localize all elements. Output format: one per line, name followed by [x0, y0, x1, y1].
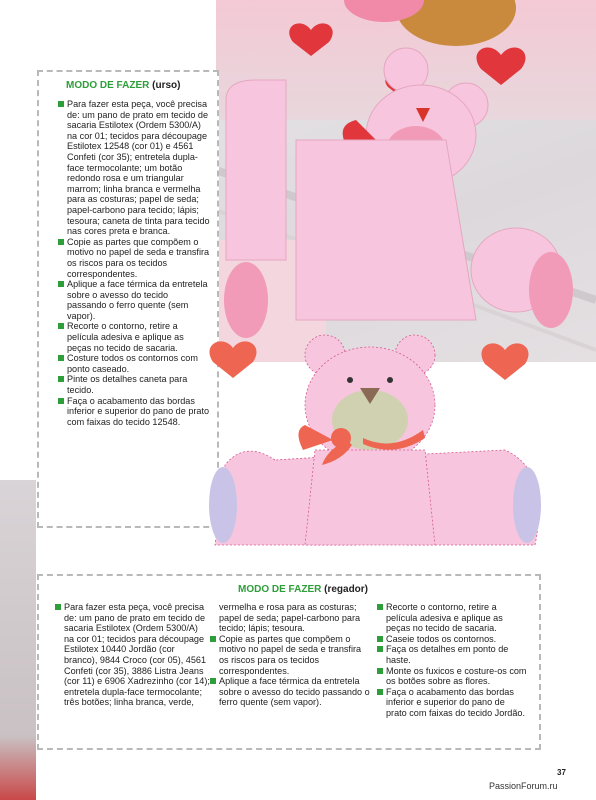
- urso-steps: [58, 99, 210, 427]
- regador-heading: MODO DE FAZER (regador): [238, 584, 369, 595]
- list-item: Caseie todos os contornos.: [377, 634, 527, 645]
- regador-towel-photo: [0, 480, 36, 800]
- list-item: Faça o acabamento das bordas inferior e superior do pano de prato com faixas do tecido Jordão.: [377, 687, 527, 719]
- regador-col-3: [377, 602, 527, 719]
- urso-heading: MODO DE FAZER (urso): [66, 80, 181, 91]
- bear-pattern-illustration: [205, 330, 545, 562]
- list-item: Costure todos os contornos com ponto caseado.: [58, 353, 210, 374]
- bear-towel-photo: [216, 0, 596, 362]
- list-item: Para fazer esta peça, você precisa de: um pano de prato em tecido de sacaria Estilotex (Ordem 5300/A) na cor 01; tecidos para découpage Estilotex 10440 Jordão (cor branco), 9844 Croco (cor 05), 4561 Confeti (cor 35), 3886 Listra Jeans (cor 11) e 6906 Xadrezinho (cor 14); entretela dupla-face termocolante; três botões; linha branca, verde,: [55, 602, 210, 708]
- regador-col-2: [210, 602, 370, 708]
- list-item: Copie as partes que compõem o motivo no papel de seda e transfira os riscos para os tecidos correspondentes.: [58, 237, 210, 279]
- list-item: Monte os fuxicos e costure-os com os botões sobre as flores.: [377, 666, 527, 687]
- watermark: PassionForum.ru: [489, 781, 558, 791]
- list-item: Para fazer esta peça, você precisa de: um pano de prato em tecido de sacaria Estilotex (Ordem 5300/A) na cor 01; tecidos para découpage Estilotex 12548 (cor 01) e 4561 Confeti (cor 35); entretela dupla-face termocolante; um botão redondo rosa e um triangular marrom; linha branca e vermelha para as costuras; papel de seda; papel-carbono para tecido; lápis; tesoura; caneta de tinta para tecido nas cores preta e branca.: [58, 99, 210, 237]
- list-item: Pinte os detalhes caneta para tecido.: [58, 374, 210, 395]
- list-item: Faça o acabamento das bordas inferior e superior do pano de prato com faixas do tecido 12548.: [58, 396, 210, 428]
- list-item: Recorte o contorno, retire a película adesiva e aplique as peças no tecido de sacaria.: [58, 321, 210, 353]
- list-item: Faça os detalhes em ponto de haste.: [377, 644, 527, 665]
- list-item: Aplique a face térmica da entretela sobre o avesso do tecido passando o ferro quente (sem vapor).: [58, 279, 210, 321]
- regador-col-1: [55, 602, 210, 708]
- list-item: Copie as partes que compõem o motivo no papel de seda e transfira os riscos para os tecidos correspondentes.: [210, 634, 370, 676]
- list-item: Recorte o contorno, retire a película adesiva e aplique as peças no tecido de sacaria.: [377, 602, 527, 634]
- list-item: Aplique a face térmica da entretela sobre o avesso do tecido passando o ferro quente (sem vapor).: [210, 676, 370, 708]
- list-item-continued: vermelha e rosa para as costuras; papel de seda; papel-carbono para tecido; lápis; tesoura.: [219, 602, 361, 634]
- page-number: 37: [557, 768, 566, 777]
